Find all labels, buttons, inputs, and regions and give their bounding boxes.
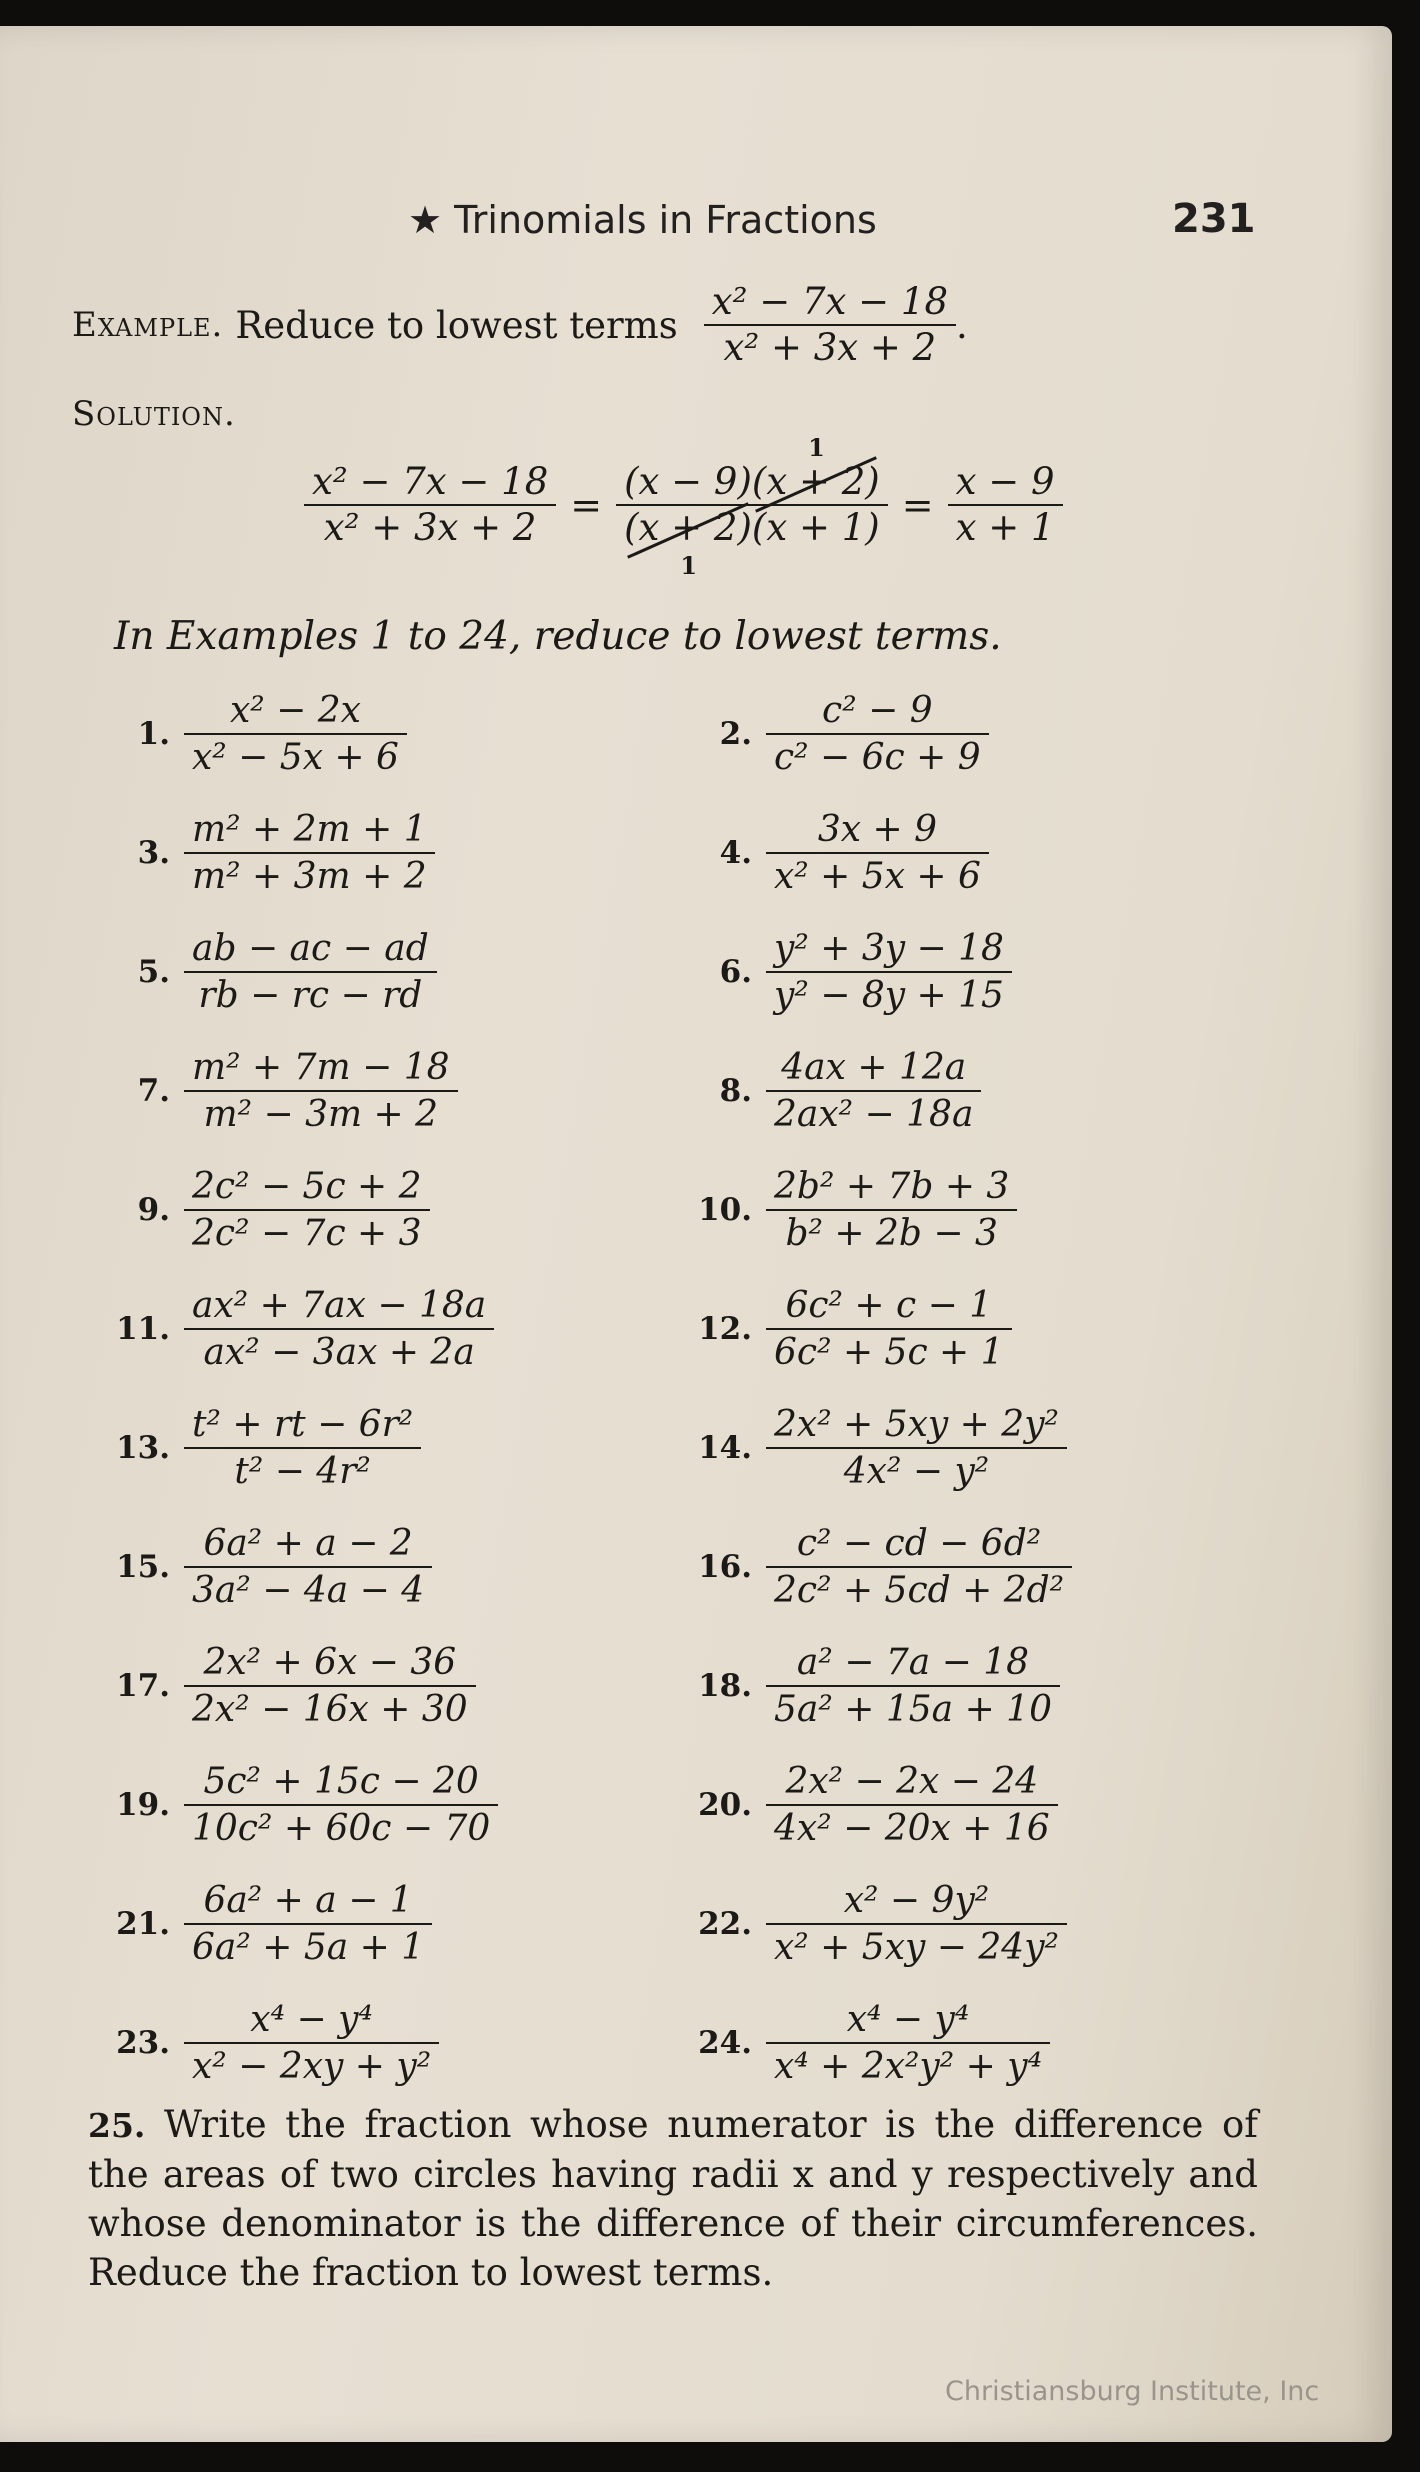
problem-number: 12. — [698, 1311, 752, 1347]
problem-25 — [88, 2100, 1258, 2297]
solution-factored-denominator — [616, 506, 888, 580]
problem-item — [690, 1402, 1067, 1494]
page-header-title: ★ Trinomials in Fractions — [408, 198, 877, 242]
example-fraction — [704, 280, 956, 370]
problem-numerator: 6a² + a − 2 — [203, 1523, 413, 1564]
problem-item — [108, 1402, 421, 1494]
problem-25-text: Write the fraction whose numerator is the difference of the areas of two circles having radii x and y respectively and whose denominator is the difference of their circumferences. Reduce the fraction to lowest terms. — [88, 2103, 1259, 2294]
solution-factored-numerator — [616, 433, 888, 504]
problem-item — [690, 1045, 981, 1137]
problem-number: 20. — [698, 1787, 752, 1823]
problem-denominator: x² + 5x + 6 — [774, 856, 981, 897]
problem-denominator: 3a² − 4a − 4 — [192, 1570, 425, 1611]
solution-lhs-numerator: x² − 7x − 18 — [312, 460, 549, 503]
problem-item — [108, 1283, 494, 1375]
problem-denominator: ax² − 3ax + 2a — [203, 1332, 475, 1373]
problem-number: 11. — [116, 1311, 170, 1347]
problem-number: 5. — [137, 954, 170, 990]
example-label: Example. — [72, 305, 224, 345]
problem-item — [690, 1283, 1012, 1375]
problem-numerator: x⁴ − y⁴ — [250, 1999, 373, 2040]
cancelled-factor-denominator — [624, 506, 752, 580]
problem-fraction — [184, 1640, 476, 1732]
problem-denominator: x² − 5x + 6 — [192, 737, 399, 778]
problem-number: 21. — [116, 1906, 170, 1942]
solution-factored-fraction — [616, 433, 888, 580]
cancel-mark-bottom: 1 — [680, 551, 698, 580]
watermark: Christiansburg Institute, Inc — [945, 2376, 1320, 2407]
problem-numerator: ab − ac − ad — [192, 928, 429, 969]
problem-number: 23. — [116, 2025, 170, 2061]
problem-number: 17. — [116, 1668, 170, 1704]
problem-numerator: x² − 2x — [229, 690, 361, 731]
problem-numerator: 3x + 9 — [817, 809, 938, 850]
problem-number: 24. — [698, 2025, 752, 2061]
problem-item — [108, 1640, 476, 1732]
problem-fraction — [184, 1759, 498, 1851]
problem-number: 4. — [719, 835, 752, 871]
cancel-mark-top: 1 — [808, 433, 825, 462]
example-text: Reduce to lowest terms — [235, 303, 678, 347]
problem-fraction — [184, 1521, 432, 1613]
problem-item — [108, 1045, 458, 1137]
problem-denominator: 2c² − 7c + 3 — [192, 1213, 422, 1254]
problem-item — [690, 807, 989, 899]
solution-result-fraction — [948, 460, 1063, 550]
cancelled-factor-text: (x + 2) — [624, 506, 752, 549]
problem-denominator: t² − 4r² — [234, 1451, 371, 1492]
problem-denominator: m² − 3m + 2 — [203, 1094, 439, 1135]
problem-number: 19. — [116, 1787, 170, 1823]
problem-numerator: 5c² + 15c − 20 — [203, 1761, 479, 1802]
equals-sign: = — [570, 483, 603, 527]
problem-denominator: m² + 3m + 2 — [192, 856, 427, 897]
solution-equation — [304, 433, 1063, 580]
problem-denominator: 2ax² − 18a — [774, 1094, 974, 1135]
problem-numerator: y² + 3y − 18 — [774, 928, 1004, 969]
problem-number: 8. — [719, 1073, 752, 1109]
problem-denominator: y² − 8y + 15 — [774, 975, 1004, 1016]
problem-item — [108, 688, 407, 780]
solution-label: Solution. — [72, 394, 236, 434]
problem-item — [108, 1521, 432, 1613]
problem-item — [690, 688, 989, 780]
problem-number: 3. — [137, 835, 170, 871]
problem-number: 10. — [698, 1192, 752, 1228]
solution-line — [72, 394, 236, 434]
example-numerator: x² − 7x − 18 — [711, 280, 948, 323]
example-denominator: x² + 3x + 2 — [723, 326, 937, 369]
problem-item — [690, 1164, 1017, 1256]
problem-item — [690, 1759, 1058, 1851]
problem-numerator: 2x² + 6x − 36 — [203, 1642, 457, 1683]
problem-25-number: 25. — [88, 2106, 146, 2145]
problem-fraction — [766, 1878, 1067, 1970]
problem-numerator: x⁴ − y⁴ — [846, 1999, 970, 2040]
problem-numerator: ax² + 7ax − 18a — [192, 1285, 487, 1326]
problem-denominator: 2x² − 16x + 30 — [192, 1689, 468, 1730]
problem-number: 9. — [137, 1192, 170, 1228]
problem-numerator: 2b² + 7b + 3 — [774, 1166, 1010, 1207]
problem-denominator: 4x² − y² — [843, 1451, 990, 1492]
problem-numerator: x² − 9y² — [843, 1880, 990, 1921]
problem-denominator: x² − 2xy + y² — [192, 2046, 432, 2087]
problem-numerator: t² + rt − 6r² — [192, 1404, 414, 1445]
problem-item — [108, 1997, 439, 2089]
problem-denominator: 6c² + 5c + 1 — [774, 1332, 1004, 1373]
problem-item — [108, 1878, 432, 1970]
problem-denominator: x⁴ + 2x²y² + y⁴ — [774, 2046, 1043, 2087]
problem-fraction — [766, 1164, 1017, 1256]
problem-denominator: 5a² + 15a + 10 — [774, 1689, 1052, 1730]
problem-denominator: rb − rc − rd — [198, 975, 423, 1016]
problem-item — [690, 1878, 1067, 1970]
problem-number: 13. — [116, 1430, 170, 1466]
problem-number: 22. — [698, 1906, 752, 1942]
problem-number: 16. — [698, 1549, 752, 1585]
problem-fraction — [184, 1878, 432, 1970]
problem-fraction — [184, 1045, 458, 1137]
problem-number: 7. — [137, 1073, 170, 1109]
problem-denominator: 10c² + 60c − 70 — [192, 1808, 491, 1849]
problem-denominator: c² − 6c + 9 — [774, 737, 981, 778]
problem-numerator: 2x² + 5xy + 2y² — [774, 1404, 1059, 1445]
problem-number: 15. — [116, 1549, 170, 1585]
problem-item — [108, 807, 435, 899]
example-line — [72, 280, 968, 370]
problem-fraction — [766, 1759, 1058, 1851]
problem-denominator: b² + 2b − 3 — [785, 1213, 998, 1254]
problem-numerator: 2c² − 5c + 2 — [192, 1166, 422, 1207]
problem-numerator: m² + 7m − 18 — [192, 1047, 450, 1088]
problem-fraction — [184, 1283, 494, 1375]
problem-item — [690, 1640, 1060, 1732]
example-period: . — [956, 303, 968, 347]
problem-fraction — [766, 688, 989, 780]
problem-item — [108, 1759, 498, 1851]
problem-number: 2. — [719, 716, 752, 752]
problem-number: 14. — [698, 1430, 752, 1466]
cancelled-factor-text: (x + 2) — [751, 460, 880, 503]
problem-denominator: 4x² − 20x + 16 — [774, 1808, 1050, 1849]
equals-sign: = — [901, 483, 934, 527]
factor-x-minus-9: (x − 9) — [624, 460, 752, 503]
solution-result-denominator: x + 1 — [955, 506, 1055, 549]
problem-numerator: m² + 2m + 1 — [192, 809, 427, 850]
problem-fraction — [766, 1402, 1067, 1494]
solution-result-numerator: x − 9 — [955, 460, 1055, 503]
problem-numerator: a² − 7a − 18 — [796, 1642, 1030, 1683]
problem-numerator: 4ax + 12a — [781, 1047, 967, 1088]
factor-x-plus-1: (x + 1) — [751, 506, 880, 549]
problem-denominator: x² + 5xy − 24y² — [774, 1927, 1059, 1968]
solution-lhs-fraction — [304, 460, 556, 550]
problem-item — [690, 1521, 1072, 1613]
problem-number: 6. — [719, 954, 752, 990]
book-page — [0, 26, 1392, 2442]
problem-item — [108, 1164, 430, 1256]
problem-fraction — [766, 1045, 981, 1137]
problem-numerator: 6c² + c − 1 — [785, 1285, 993, 1326]
problem-denominator: 6a² + 5a + 1 — [192, 1927, 425, 1968]
problem-fraction — [766, 1521, 1072, 1613]
problem-denominator: 2c² + 5cd + 2d² — [774, 1570, 1065, 1611]
exercise-instructions: In Examples 1 to 24, reduce to lowest terms. — [114, 614, 1002, 659]
problem-item — [690, 926, 1012, 1018]
problem-fraction — [766, 1997, 1050, 2089]
problem-number: 18. — [698, 1668, 752, 1704]
problem-item — [108, 926, 437, 1018]
cancelled-factor-numerator — [751, 433, 880, 504]
problem-fraction — [766, 807, 989, 899]
problem-fraction — [766, 1640, 1060, 1732]
problem-fraction — [184, 926, 437, 1018]
problem-fraction — [184, 1164, 430, 1256]
problem-numerator: c² − cd − 6d² — [796, 1523, 1042, 1564]
solution-lhs-denominator: x² + 3x + 2 — [323, 506, 537, 549]
problem-fraction — [184, 807, 435, 899]
page-number: 231 — [1172, 196, 1256, 242]
problem-numerator: 2x² − 2x − 24 — [785, 1761, 1039, 1802]
problem-fraction — [184, 1402, 421, 1494]
problem-fraction — [184, 688, 407, 780]
problem-numerator: c² − 9 — [822, 690, 933, 731]
problem-fraction — [766, 1283, 1012, 1375]
problem-fraction — [184, 1997, 439, 2089]
problem-item — [690, 1997, 1050, 2089]
problem-number: 1. — [137, 716, 170, 752]
problem-fraction — [766, 926, 1012, 1018]
problem-numerator: 6a² + a − 1 — [203, 1880, 413, 1921]
